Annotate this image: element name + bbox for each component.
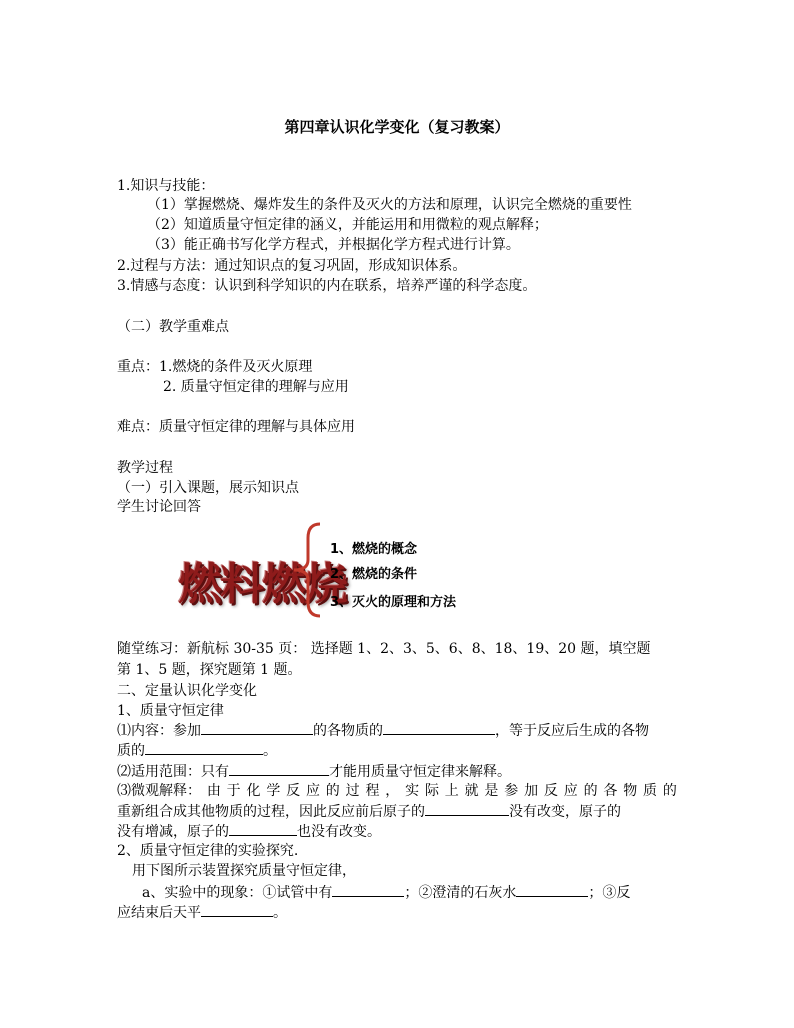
figure-item: 3、灭火的原理和方法 [330,595,457,610]
micro-line-2 [117,801,621,822]
text: 参 [504,783,519,799]
text: ；②澄清的石灰水 [404,885,517,901]
text: 应结束后天平 [117,905,201,921]
law-subheading: 1、质量守恒定律 [117,703,224,719]
text: 反 [286,783,301,799]
page-title: 第四章认识化学变化（复习教案） [284,118,510,136]
process-heading: 教学过程 [117,460,173,476]
text: 于 [226,783,241,799]
text: 反 [543,783,558,799]
text: 学 [266,783,281,799]
text: 重新组合成其他物质的过程，因此反应前后原子的 [117,804,425,820]
text: 质 [643,783,658,799]
fuel-combustion-wordart: 燃料燃烧 [178,559,346,610]
figure-item: 1、燃烧的概念 [330,542,418,557]
objective-item: （1）掌握燃烧、爆炸发生的条件及灭火的方法和原理，认识完全燃烧的重要性 [147,197,632,213]
focus-point-1: 重点：1.燃烧的条件及灭火原理 [117,359,313,375]
fill-blank[interactable] [145,740,263,755]
experiment-intro: 用下图所示装置探究质量守恒定律， [132,863,356,879]
micro-line-3 [117,821,381,842]
experiment-subheading: 2、质量守恒定律的实验探究. [117,843,299,859]
text: 各 [603,783,618,799]
text: 际 [424,783,439,799]
text: 加 [524,783,539,799]
fill-blank[interactable] [332,882,404,897]
text: ，等于反应后生成的各物 [495,723,649,739]
text: 过 [345,783,360,799]
text: 的 [662,783,677,799]
fill-blank[interactable] [201,902,273,917]
fill-blank[interactable] [201,720,313,735]
text: a、实验中的现象：①试管中有 [142,885,333,901]
text: ⑵适用范围：只有 [117,764,229,780]
section2-heading: 二、定量认识化学变化 [117,683,257,699]
fill-blank[interactable] [229,761,329,776]
attitude-objective: 3.情感与态度：认识到科学知识的内在联系，培养严谨的科学态度。 [117,278,537,294]
micro-line-1 [117,781,677,801]
fill-blank[interactable] [425,801,509,816]
text: ⑴内容：参加 [117,723,201,739]
text: 的各物质的 [313,723,383,739]
text: 没有改变，原子的 [509,804,621,820]
fill-blank[interactable] [229,821,297,836]
text: 实 [405,783,420,799]
fill-blank[interactable] [516,882,588,897]
text: 也没有改变。 [297,824,381,840]
text: 。 [273,905,287,921]
process-step-1: （一）引入课题，展示知识点 [117,480,299,496]
text: 由 [206,783,221,799]
text: 质的 [117,743,145,759]
text: 应 [563,783,578,799]
law-content-line-2 [117,740,277,761]
text: 应 [305,783,320,799]
phenomenon-line-1 [142,882,630,903]
fill-blank[interactable] [383,720,495,735]
figure-item: 2、燃烧的条件 [330,567,418,582]
discussion-note: 学生讨论回答 [117,499,201,515]
text: ⑶微观解释： [117,783,201,799]
objective-item: （2）知道质量守恒定律的涵义，并能运用和用微粒的观点解释； [147,217,548,233]
objective-item: （3）能正确书写化学方程式，并根据化学方程式进行计算。 [147,237,520,253]
phenomenon-line-2 [117,902,287,923]
text: 就 [464,783,479,799]
exercise-line: 随堂练习：新航标 30-35 页： 选择题 1、2、3、5、6、8、18、19、20 题，填空题 [117,641,651,657]
text: 的 [325,783,340,799]
text: ；③反 [588,885,631,901]
curly-brace [284,520,324,620]
text: 没有增减，原子的 [117,824,229,840]
text: 上 [444,783,459,799]
text: ， [385,783,400,799]
law-content-line-1 [117,720,649,741]
text: 的 [583,783,598,799]
key-points-heading: （二）教学重难点 [117,319,229,335]
text: 才能用质量守恒定律来解释。 [329,764,511,780]
text: 物 [623,783,638,799]
process-objective: 2.过程与方法：通过知识点的复习巩固，形成知识体系。 [117,258,467,274]
text: 是 [484,783,499,799]
text: 。 [263,743,277,759]
text: 程 [365,783,380,799]
law-scope-line [117,761,511,782]
focus-point-2: 2. 质量守恒定律的理解与应用 [163,379,349,395]
difficulty-point: 难点：质量守恒定律的理解与具体应用 [117,419,355,435]
text: 化 [246,783,261,799]
objective-heading: 1.知识与技能： [117,178,215,194]
exercise-line: 第 1、5 题，探究题第 1 题。 [117,662,302,678]
